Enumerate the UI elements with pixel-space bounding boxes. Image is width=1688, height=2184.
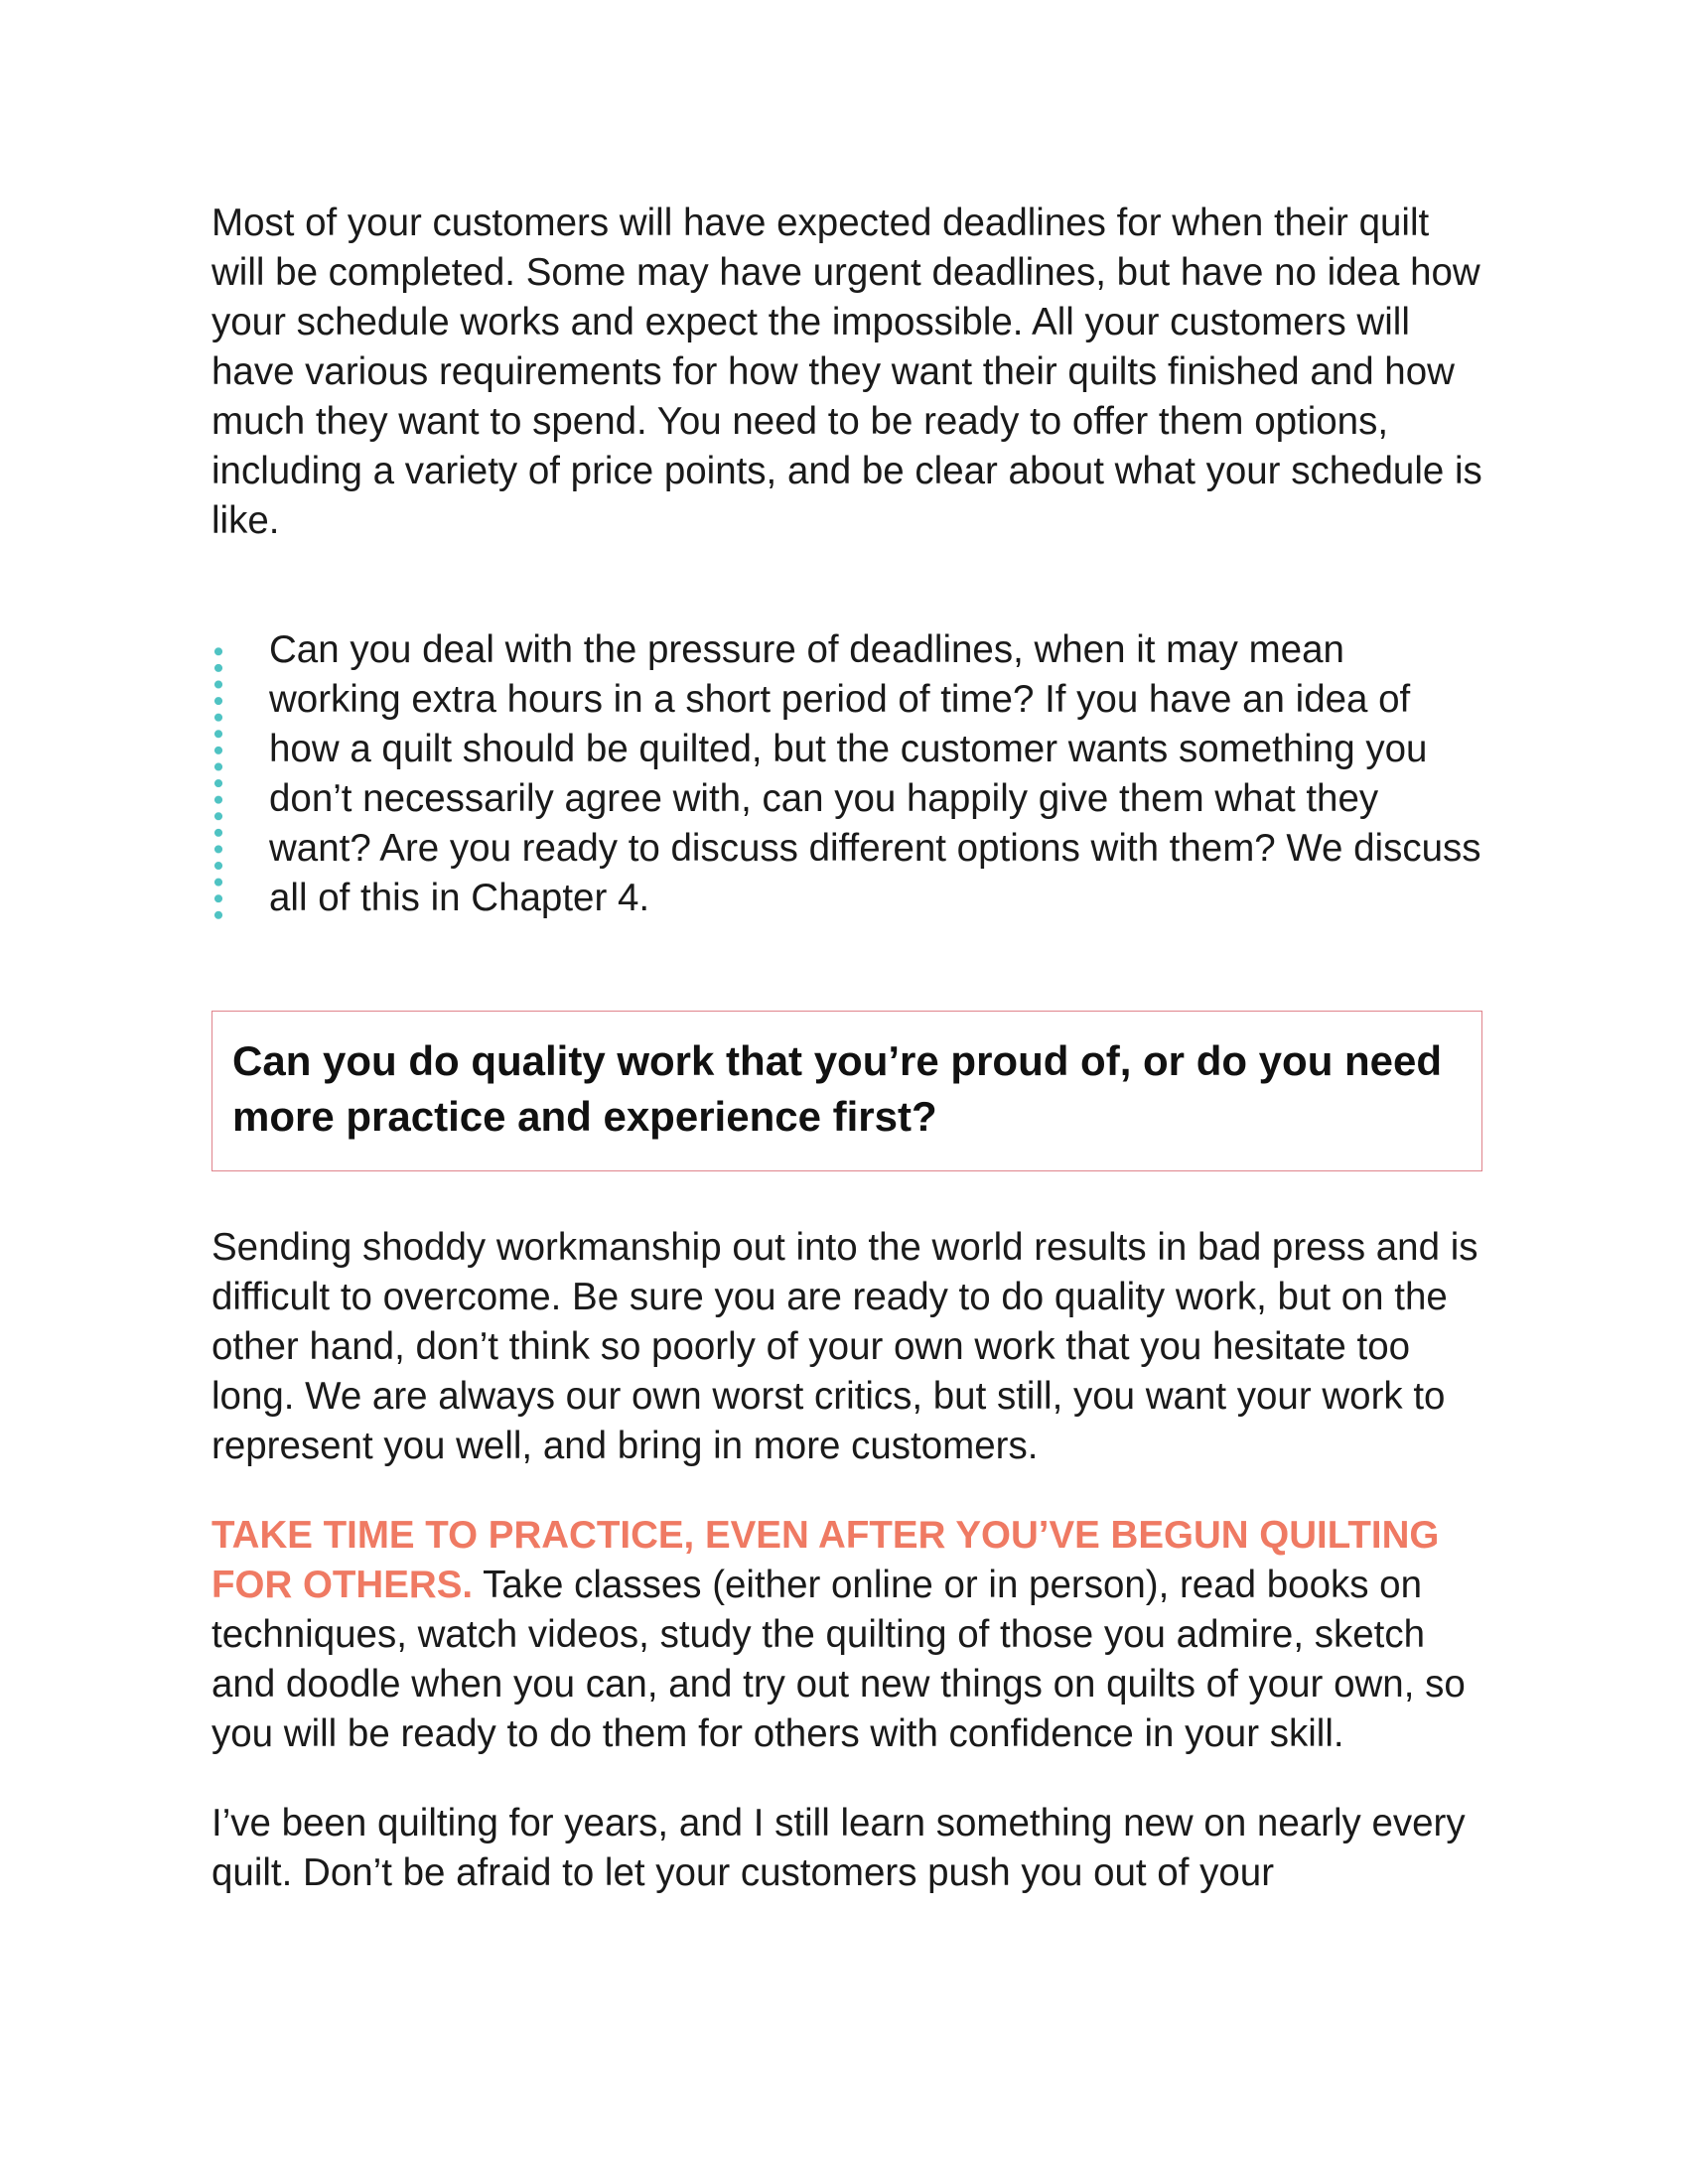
section-heading: Can you do quality work that you’re proud of, or do you need more practice and experience first? xyxy=(232,1037,1443,1140)
workmanship-paragraph: Sending shoddy workmanship out into the world results in bad press and is difficult to overcome. Be sure you are ready to do quality work, but on the other hand, don’t think so poorly of your own work that you hesitate too long. We are always our own worst critics, but still, you want your work to represent you well, and bring in more customers. xyxy=(211,1226,1478,1467)
callout-block xyxy=(211,625,1482,923)
practice-lead-in: TAKE TIME TO PRACTICE, EVEN AFTER YOU’VE BEGUN QUILTING FOR OTHERS. xyxy=(211,1514,1440,1606)
deadlines-paragraph: Most of your customers will have expected deadlines for when their quilt will be completed. Some may have urgent deadlines, but have no idea how your schedule works and expect the impossible. All your customers will have various requirements for how they want their quilts finished and how much they want to spend. You need to be ready to offer them options, including a variety of price points, and be clear about what your schedule is like. xyxy=(211,202,1482,542)
practice-paragraph xyxy=(211,1511,1482,1759)
dotted-rule-icon xyxy=(211,643,225,923)
years-paragraph: I’ve been quilting for years, and I still learn something new on nearly every quilt. Don’t be afraid to let your customers push you out of your xyxy=(211,1802,1466,1894)
callout-text: Can you deal with the pressure of deadlines, when it may mean working extra hours in a short period of time? If you have an idea of how a quilt should be quilted, but the customer wants something you don’t necessarily agree with, can you happily give them what they want? Are you ready to discuss different options with them? We discuss all of this in Chapter 4. xyxy=(269,628,1481,919)
practice-body: Take classes (either online or in person), read books on techniques, watch videos, study the quilting of those you admire, sketch and doodle when you can, and try out new things on quilts of your own, so you will be ready to do them for others with confidence in your skill. xyxy=(211,1564,1466,1755)
section-heading-box xyxy=(211,1011,1482,1171)
document-page xyxy=(211,199,1482,1898)
